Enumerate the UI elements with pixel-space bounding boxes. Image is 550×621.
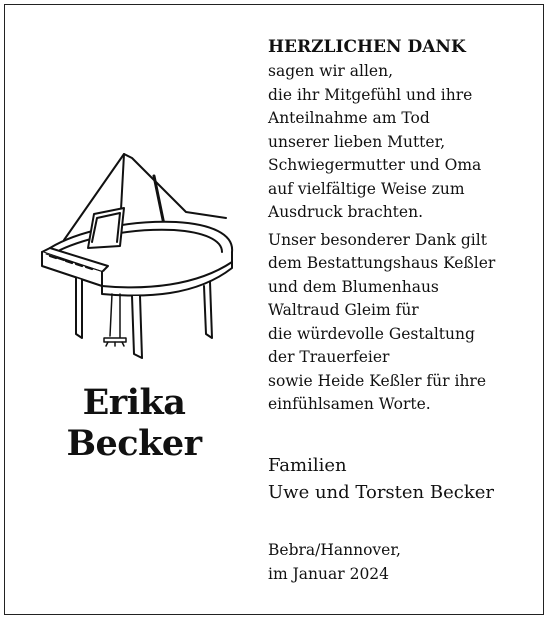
thanks-text-block	[268, 34, 538, 417]
families-names: Uwe und Torsten Becker	[268, 482, 494, 503]
text-line: Waltraud Gleim für	[268, 301, 419, 319]
text-line: Schwiegermutter und Oma	[268, 156, 482, 174]
deceased-name: Erika Becker	[66, 382, 202, 464]
paragraph-special-thanks	[268, 229, 538, 417]
text-line: die würdevolle Gestaltung	[268, 324, 475, 343]
text-line: sowie Heide Keßler für ihre	[268, 371, 487, 390]
paragraph-thanks	[268, 60, 538, 225]
place: Bebra/Hannover,	[268, 541, 401, 559]
text-line: sagen wir allen,	[268, 62, 393, 80]
text-line: Unser besonderer Dank gilt	[268, 230, 487, 249]
text-line: auf vielfältige Weise zum	[268, 179, 465, 198]
text-line: und dem Blumenhaus	[268, 277, 439, 296]
date: im Januar 2024	[268, 565, 390, 583]
text-line: Ausdruck brachten.	[268, 203, 423, 221]
heading: HERZLICHEN DANK	[268, 37, 466, 57]
grand-piano-icon	[36, 148, 246, 366]
families-label: Familien	[268, 455, 347, 476]
place-date	[268, 538, 401, 586]
text-line: unserer lieben Mutter,	[268, 132, 446, 151]
text-line: Anteilnahme am Tod	[268, 109, 430, 127]
text-line: dem Bestattungshaus Keßler	[268, 254, 496, 272]
text-line: einfühlsamen Worte.	[268, 395, 431, 413]
text-line: die ihr Mitgefühl und ihre	[268, 85, 473, 104]
families-signature	[268, 452, 494, 506]
text-line: der Trauerfeier	[268, 348, 390, 366]
